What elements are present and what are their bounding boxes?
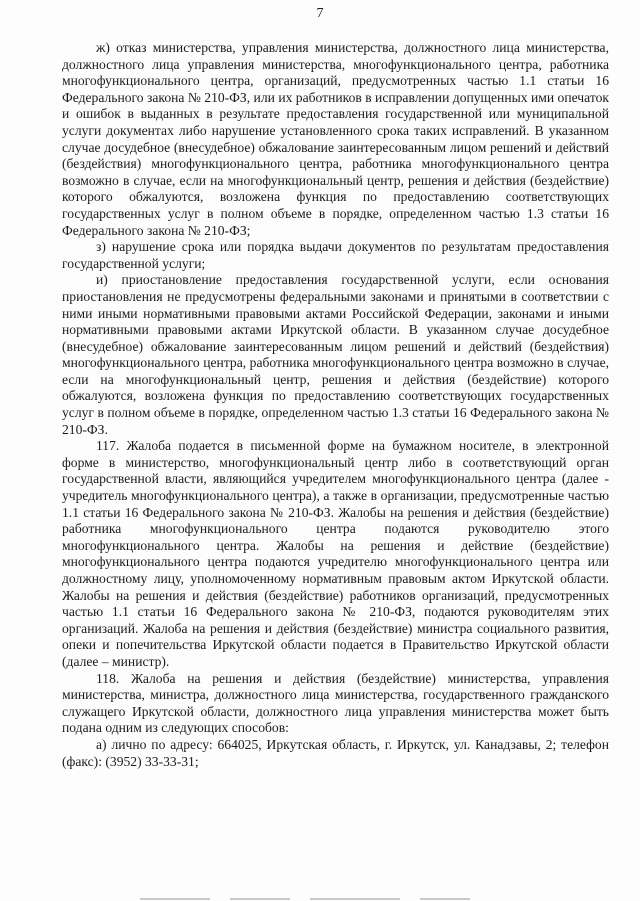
page-number: 7 <box>316 6 324 21</box>
paragraph-zh: ж) отказ министерства, управления министерства, должностного лица министерства, должностного лица управления министерства, многофункционального центра, работника многофункционального центра, организаций, предусмотренных частью 1.1 статьи 16 Федерального закона № 210-ФЗ, или их работников в исправлении допущенных ими опечаток и ошибок в выданных в результате предоставления государственной или муниципальной услуги документах либо нарушение установленного срока таких исправлений. В указанном случае досудебное (внесудебное) обжалование заинтересованным лицом решений и действий (бездействия) многофункционального центра, работника многофункционального центра возможно в случае, если на многофункциональный центр, решения и действия (бездействие) которого обжалуются, возложена функция по предоставлению соответствующих государственных услуг в полном объеме в порядке, определенном частью 1.3 статьи 16 Федерального закона № 210-ФЗ; <box>62 40 609 238</box>
document-body <box>62 40 609 770</box>
paragraph-118: 118. Жалоба на решения и действия (бездействие) министерства, управления министерства, министра, должностного лица министерства, государственного гражданского служащего Иркутской области, должностного лица управления министерства может быть подана одним из следующих способов: <box>62 670 609 736</box>
paragraph-i: и) приостановление предоставления государственной услуги, если основания приостановления не предусмотрены федеральными законами и принятыми в соответствии с ними иными нормативными правовыми актами Российской Федерации, законами и иными нормативными правовыми актами Иркутской области. В указанном случае досудебное (внесудебное) обжалование заинтересованным лицом решений и действий (бездействия) многофункционального центра, работника многофункционального центра возможно в случае, если на многофункциональный центр, решения и действия (бездействие) которого обжалуются, возложена функция по предоставлению соответствующих государственных услуг в полном объеме в порядке, определенном частью 1.3 статьи 16 Федерального закона № 210-ФЗ. <box>62 272 609 437</box>
cropped-next-line <box>0 895 640 901</box>
paragraph-a: а) лично по адресу: 664025, Иркутская область, г. Иркутск, ул. Канадзавы, 2; телефон (факс): (3952) 33-33-31; <box>62 736 609 769</box>
paragraph-117: 117. Жалоба подается в письменной форме на бумажном носителе, в электронной форме в министерство, многофункциональный центр либо в соответствующий орган государственной власти, являющийся учредителем многофункционального центра (далее - учредитель многофункционального центра), а также в организации, предусмотренные частью 1.1 статьи 16 Федерального закона № 210-ФЗ. Жалобы на решения и действия (бездействие) работника многофункционального центра подаются руководителю этого многофункционального центра. Жалобы на решения и действие (бездействие) многофункционального центра подаются учредителю многофункционального центра или должностному лицу, уполномоченному нормативным правовым актом Иркутской области. Жалобы на решения и действия (бездействие) работников организаций, предусмотренных частью 1.1 статьи 16 Федерального закона № 210-ФЗ, подаются руководителям этих организаций. Жалоба на решения и действия (бездействие) министра социального развития, опеки и попечительства Иркутской области подается в Правительство Иркутской области (далее – министр). <box>62 438 609 669</box>
paragraph-z: з) нарушение срока или порядка выдачи документов по результатам предоставления государственной услуги; <box>62 239 609 271</box>
